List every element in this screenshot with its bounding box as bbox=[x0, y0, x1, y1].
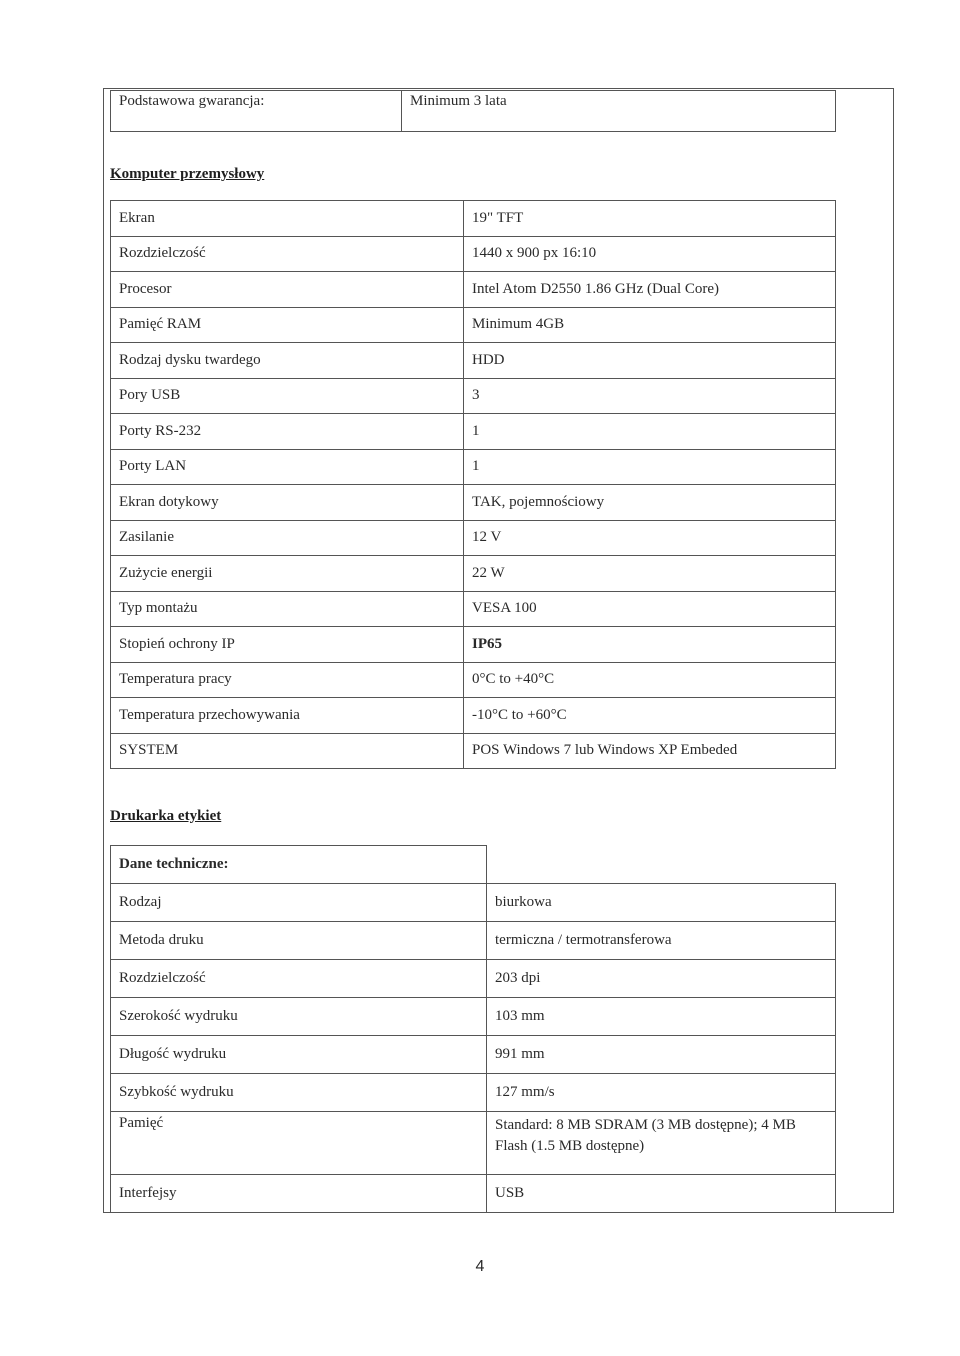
spec-value: 127 mm/s bbox=[487, 1074, 836, 1112]
table-row bbox=[111, 307, 836, 343]
table-row bbox=[111, 591, 836, 627]
table-row bbox=[111, 1036, 836, 1074]
section-heading-printer: Drukarka etykiet bbox=[110, 808, 222, 824]
spec-key: Stopień ochrony IP bbox=[111, 627, 464, 663]
spec-value: Intel Atom D2550 1.86 GHz (Dual Core) bbox=[464, 272, 836, 308]
table-row bbox=[111, 1074, 836, 1112]
spec-key: Rozdzielczość bbox=[111, 236, 464, 272]
spec-key: SYSTEM bbox=[111, 733, 464, 769]
spec-value: VESA 100 bbox=[464, 591, 836, 627]
spec-key: Interfejsy bbox=[111, 1175, 487, 1213]
spec-value: 1 bbox=[464, 414, 836, 450]
spec-key: Szybkość wydruku bbox=[111, 1074, 487, 1112]
spec-value: USB bbox=[487, 1175, 836, 1213]
spec-key: Zasilanie bbox=[111, 520, 464, 556]
section-heading-computer: Komputer przemysłowy bbox=[110, 166, 265, 182]
spec-key: Długość wydruku bbox=[111, 1036, 487, 1074]
spec-key: Procesor bbox=[111, 272, 464, 308]
spec-value: 1440 x 900 px 16:10 bbox=[464, 236, 836, 272]
spec-value: 22 W bbox=[464, 556, 836, 592]
spec-key: Pory USB bbox=[111, 378, 464, 414]
warranty-table bbox=[110, 90, 836, 132]
table-row bbox=[111, 846, 836, 884]
spec-value: Minimum 4GB bbox=[464, 307, 836, 343]
page-number: 4 bbox=[475, 1258, 485, 1275]
spec-value: termiczna / termotransferowa bbox=[487, 922, 836, 960]
spec-key: Rodzaj dysku twardego bbox=[111, 343, 464, 379]
empty-cell bbox=[487, 846, 836, 884]
spec-value: -10°C to +60°C bbox=[464, 698, 836, 734]
table-row bbox=[111, 662, 836, 698]
table-row bbox=[111, 520, 836, 556]
spec-key: Pamięć RAM bbox=[111, 307, 464, 343]
table-row bbox=[111, 485, 836, 521]
table-row bbox=[111, 343, 836, 379]
spec-value: Standard: 8 MB SDRAM (3 MB dostępne); 4 MB Flash (1.5 MB dostępne) bbox=[487, 1112, 836, 1175]
table-row bbox=[111, 91, 836, 132]
table-row bbox=[111, 960, 836, 998]
spec-value: TAK, pojemnościowy bbox=[464, 485, 836, 521]
spec-value: 203 dpi bbox=[487, 960, 836, 998]
spec-value: 3 bbox=[464, 378, 836, 414]
spec-key: Pamięć bbox=[111, 1112, 487, 1175]
spec-key: Typ montażu bbox=[111, 591, 464, 627]
printer-spec-table bbox=[110, 845, 836, 1213]
table-row bbox=[111, 698, 836, 734]
computer-spec-table bbox=[110, 200, 836, 769]
spec-key: Porty LAN bbox=[111, 449, 464, 485]
table-row bbox=[111, 378, 836, 414]
spec-key: Ekran dotykowy bbox=[111, 485, 464, 521]
spec-key: Rodzaj bbox=[111, 884, 487, 922]
printer-subtitle: Dane techniczne: bbox=[111, 846, 487, 884]
table-row bbox=[111, 201, 836, 237]
table-row bbox=[111, 449, 836, 485]
table-row bbox=[111, 733, 836, 769]
spec-value: 991 mm bbox=[487, 1036, 836, 1074]
table-row bbox=[111, 1112, 836, 1175]
table-row bbox=[111, 884, 836, 922]
spec-value: 19" TFT bbox=[464, 201, 836, 237]
spec-key: Szerokość wydruku bbox=[111, 998, 487, 1036]
spec-key: Temperatura pracy bbox=[111, 662, 464, 698]
spec-key: Rozdzielczość bbox=[111, 960, 487, 998]
table-row bbox=[111, 236, 836, 272]
spec-key: Zużycie energii bbox=[111, 556, 464, 592]
table-row bbox=[111, 414, 836, 450]
spec-value: IP65 bbox=[464, 627, 836, 663]
spec-value: 12 V bbox=[464, 520, 836, 556]
spec-value: POS Windows 7 lub Windows XP Embeded bbox=[464, 733, 836, 769]
spec-value: 103 mm bbox=[487, 998, 836, 1036]
spec-key: Metoda druku bbox=[111, 922, 487, 960]
spec-key: Ekran bbox=[111, 201, 464, 237]
table-row bbox=[111, 998, 836, 1036]
spec-key: Porty RS-232 bbox=[111, 414, 464, 450]
table-row bbox=[111, 272, 836, 308]
table-row bbox=[111, 556, 836, 592]
spec-key: Temperatura przechowywania bbox=[111, 698, 464, 734]
table-row bbox=[111, 1175, 836, 1213]
table-row bbox=[111, 627, 836, 663]
warranty-value: Minimum 3 lata bbox=[402, 91, 836, 132]
spec-value: 1 bbox=[464, 449, 836, 485]
spec-value: HDD bbox=[464, 343, 836, 379]
table-row bbox=[111, 922, 836, 960]
warranty-label: Podstawowa gwarancja: bbox=[111, 91, 402, 132]
spec-value: 0°C to +40°C bbox=[464, 662, 836, 698]
spec-value: biurkowa bbox=[487, 884, 836, 922]
